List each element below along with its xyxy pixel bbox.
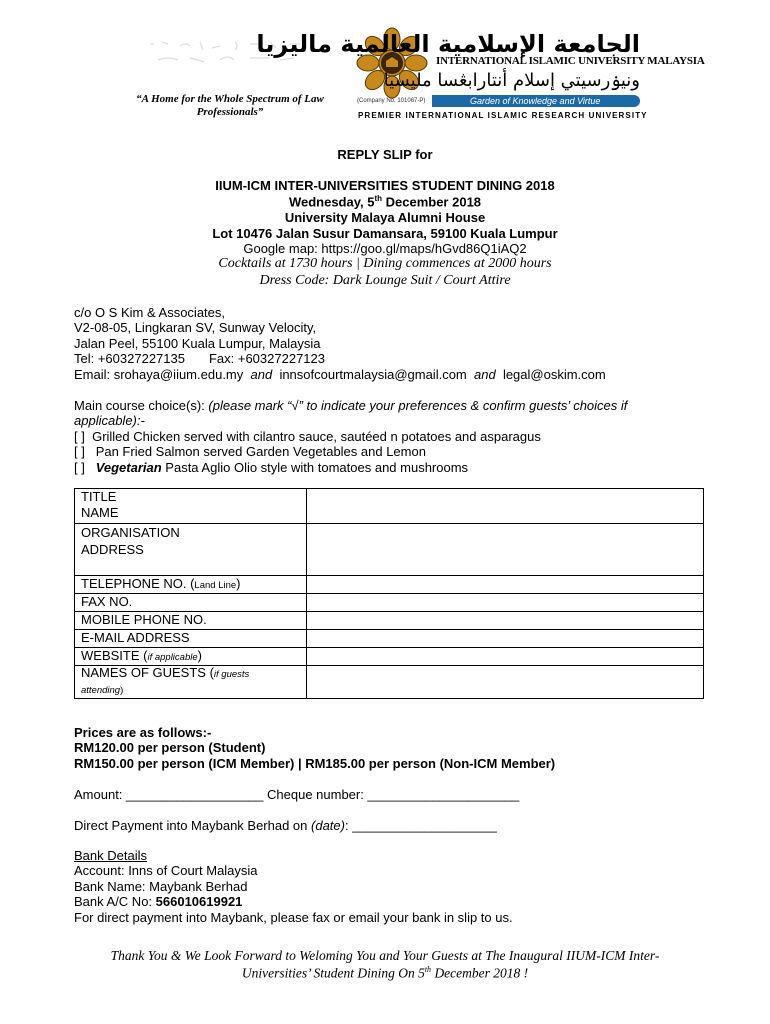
menu-heading: Main course choice(s): (please mark “√” to indicate your preferences & confirm guests’ choices if — [74, 398, 628, 413]
company-number: (Company No. 101067-P) — [357, 98, 426, 104]
menu-option-salmon[interactable]: [ ] Pan Fried Salmon served Garden Vegetables and Lemon — [74, 444, 426, 459]
bank-account-number: Bank A/C No: 566010619921 — [74, 894, 243, 909]
footer-thanks-line-2: Universities’ Student Dining On 5th December 2018 ! — [241, 965, 529, 981]
form-label-guests: NAMES OF GUESTS (if guests attending) — [75, 666, 307, 699]
form-label-mobile: MOBILE PHONE NO. — [75, 612, 307, 630]
checkbox[interactable]: [ ] — [74, 460, 85, 475]
university-arabic-name — [256, 28, 644, 58]
event-date: Wednesday, 5th December 2018 — [288, 194, 482, 210]
checkbox[interactable]: [ ] — [74, 444, 85, 459]
menu-option-chicken[interactable]: [ ] Grilled Chicken served with cilantro sauce, sautéed n potatoes and asparagus — [74, 429, 541, 444]
form-field-website[interactable] — [307, 648, 704, 666]
event-times: Cocktails at 1730 hours | Dining commences at 2000 hours — [218, 256, 552, 271]
university-motto: Garden of Knowledge and Virtue — [470, 96, 601, 106]
price-student: RM120.00 per person (Student) — [74, 740, 266, 755]
checkbox[interactable]: [ ] — [74, 429, 85, 444]
tagline: “A Home for the Whole Spectrum of Law Professionals” — [136, 93, 324, 118]
footer-thanks-line-1: Thank You & We Look Forward to Weloming You and Your Guests at The Inaugural IIUM-ICM Inter- — [110, 948, 660, 963]
svg-text:ونيۏرسيتي إسلام أنتارابڠسا ملي: ونيۏرسيتي إسلام أنتارابڠسا مليسيا — [383, 70, 640, 91]
svg-text:الجامعة الإسلامية العالمية مال: الجامعة الإسلامية العالمية ماليزيا — [256, 30, 640, 58]
price-members: RM150.00 per person (ICM Member) | RM185.00 per person (Non-ICM Member) — [74, 756, 556, 771]
contact-line-1: c/o O S Kim & Associates, — [74, 305, 225, 320]
event-venue: University Malaya Alumni House — [284, 210, 486, 225]
registration-form — [74, 488, 704, 699]
amount-cheque-line[interactable]: Amount: ___________________ Cheque number: _____________________ — [74, 787, 520, 802]
form-label-title-name: TITLE NAME — [75, 489, 307, 524]
bank-account: Account: Inns of Court Malaysia — [74, 863, 258, 878]
university-jawi-name — [383, 67, 644, 91]
form-field-title-name[interactable] — [307, 489, 704, 524]
reply-slip-heading: REPLY SLIP for — [337, 147, 433, 162]
contact-phone: Tel: +60327227135 Fax: +60327227123 — [74, 351, 325, 366]
contact-line-3: Jalan Peel, 55100 Kuala Lumpur, Malaysia — [74, 336, 321, 351]
form-label-telephone: TELEPHONE NO. (Land Line) — [75, 576, 307, 594]
form-label-email: E-MAIL ADDRESS — [75, 630, 307, 648]
bank-details-heading: Bank Details — [74, 848, 147, 863]
event-title: IIUM-ICM INTER-UNIVERSITIES STUDENT DINING 2018 — [215, 178, 555, 193]
event-address: Lot 10476 Jalan Susur Damansara, 59100 Kuala Lumpur — [212, 226, 558, 241]
menu-instruction-cont: applicable):- — [74, 413, 145, 428]
form-field-org-address[interactable] — [307, 524, 704, 576]
dress-code: Dress Code: Dark Lounge Suit / Court Attire — [259, 273, 511, 288]
form-field-fax[interactable] — [307, 594, 704, 612]
form-field-telephone[interactable] — [307, 576, 704, 594]
direct-payment-line[interactable]: Direct Payment into Maybank Berhad on (date): ____________________ — [74, 818, 497, 833]
form-label-website: WEBSITE (if applicable) — [75, 648, 307, 666]
form-label-fax: FAX NO. — [75, 594, 307, 612]
google-map-link[interactable]: Google map: https://goo.gl/maps/hGvd86Q1iAQ2 — [243, 241, 527, 256]
contact-line-2: V2-08-05, Lingkaran SV, Sunway Velocity, — [74, 320, 317, 335]
contact-email: Email: srohaya@iium.edu.my and innsofcourtmalaysia@gmail.com and legal@oskim.com — [74, 367, 606, 382]
form-field-email[interactable] — [307, 630, 704, 648]
prices-heading: Prices are as follows:- — [74, 725, 212, 740]
form-label-org-address: ORGANISATION ADDRESS — [75, 524, 307, 576]
menu-option-vegetarian[interactable]: [ ] Vegetarian Pasta Aglio Olio style with tomatoes and mushrooms — [74, 460, 469, 475]
form-field-mobile[interactable] — [307, 612, 704, 630]
university-tagline: PREMIER INTERNATIONAL ISLAMIC RESEARCH UNIVERSITY — [358, 111, 648, 120]
university-name: INTERNATIONAL ISLAMIC UNIVERSITY MALAYSIA — [436, 55, 705, 67]
bank-note: For direct payment into Maybank, please fax or email your bank in slip to us. — [74, 910, 513, 925]
bank-name: Bank Name: Maybank Berhad — [74, 879, 248, 894]
form-field-guests[interactable] — [307, 666, 704, 699]
